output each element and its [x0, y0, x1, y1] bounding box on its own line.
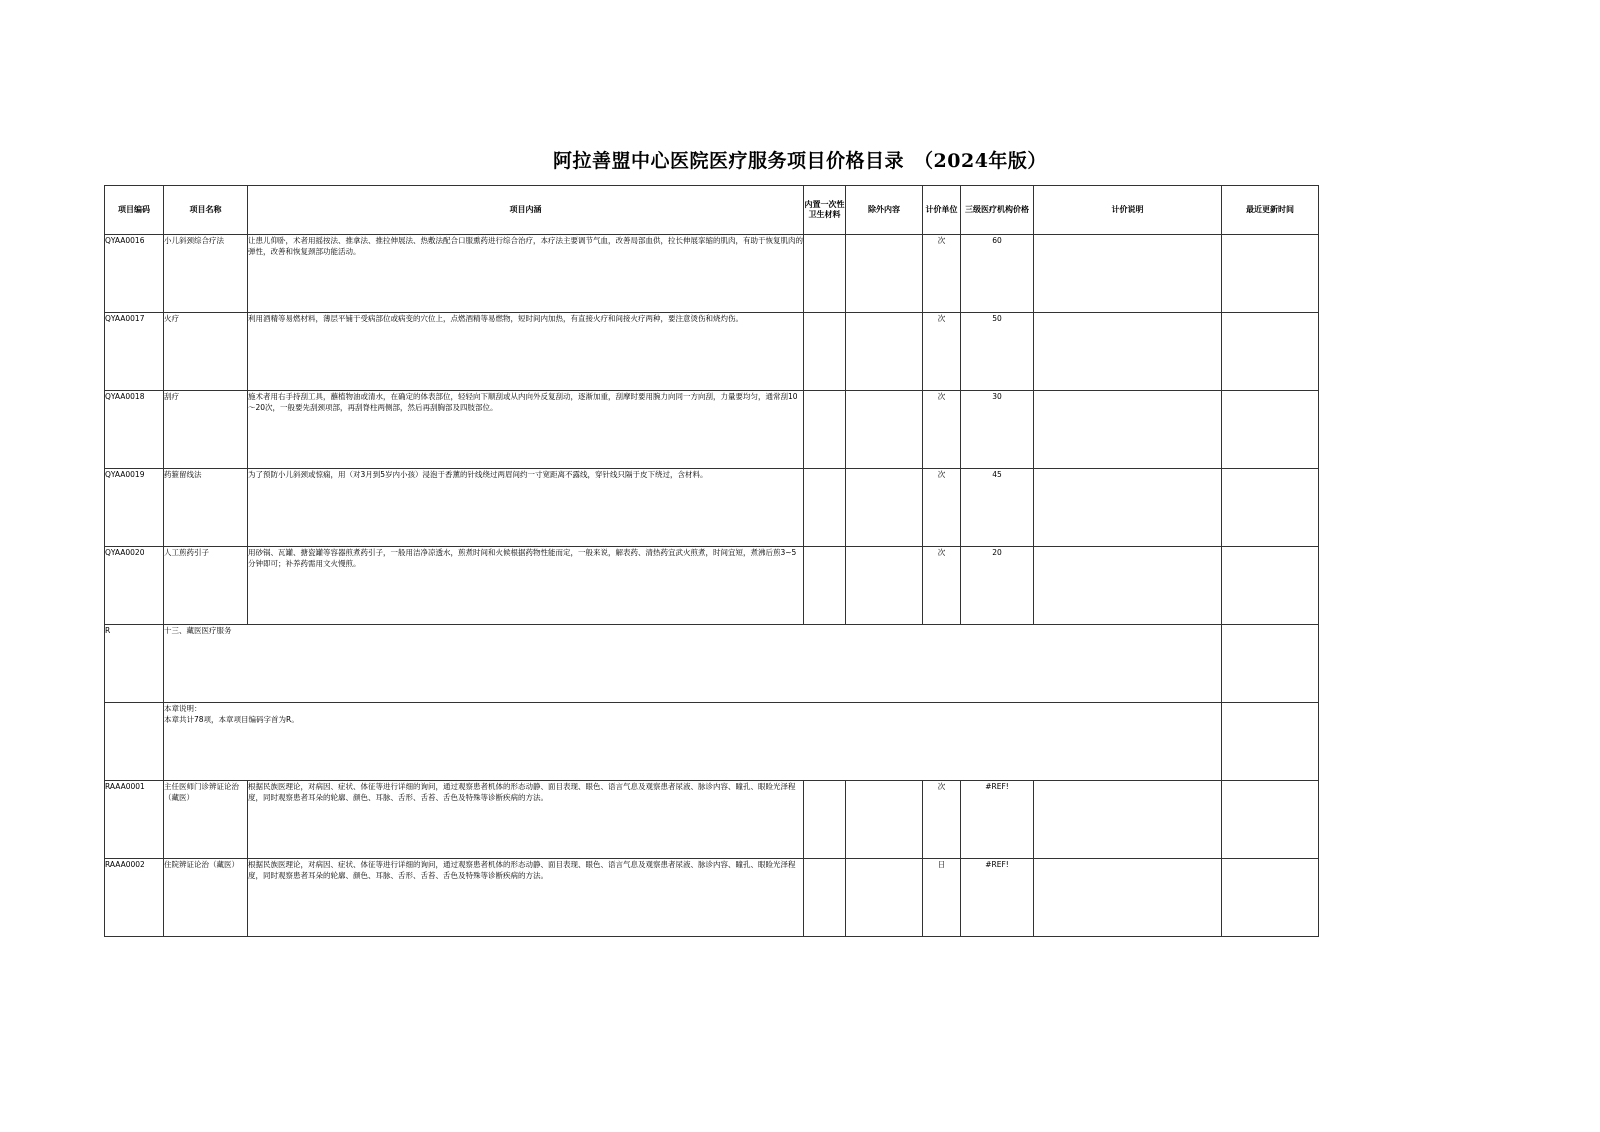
item-material	[804, 469, 846, 547]
item-code: QYAA0017	[105, 313, 164, 391]
item-price: 30	[961, 391, 1034, 469]
item-content: 施术者用右手持刮工具，蘸植物油或清水，在确定的体表部位，轻轻向下顺刮或从内向外反复刮动，逐渐加重，刮摩时要用腕力向同一方向刮，力量要均匀，通常刮10～20次，一般要先刮颈项部，再刮脊柱两侧部，然后再刮胸部及四肢部位。	[248, 391, 804, 469]
item-material	[804, 781, 846, 859]
item-unit: 次	[923, 469, 961, 547]
item-unit: 次	[923, 313, 961, 391]
header-note: 计价说明	[1034, 186, 1222, 235]
chapter-note-code	[105, 703, 164, 781]
item-content: 利用酒精等易燃材料，薄层平铺于受病部位或病变的穴位上，点燃酒精等易燃物，短时间内加热，有直接火疗和间接火疗两种，要注意烫伤和烧灼伤。	[248, 313, 804, 391]
chapter-note-heading: 本章说明：	[164, 704, 202, 713]
item-name: 人工煎药引子	[164, 547, 248, 625]
item-updated	[1222, 391, 1319, 469]
item-material	[804, 391, 846, 469]
item-price: #REF!	[961, 781, 1034, 859]
item-content: 让患儿仰卧，术者用摇按法、推拿法、推拉伸展法、热敷法配合口服熏药进行综合治疗，本疗法主要调节气血，改善局部血供，拉长伸展挛缩的肌肉，有助于恢复肌肉的弹性，改善和恢复颈部功能活动。	[248, 235, 804, 313]
table-row	[105, 391, 1319, 469]
item-unit: 次	[923, 391, 961, 469]
table-row	[105, 859, 1319, 937]
header-row	[105, 186, 1319, 235]
item-name: 火疗	[164, 313, 248, 391]
item-note	[1034, 235, 1222, 313]
item-material	[804, 859, 846, 937]
item-material	[804, 547, 846, 625]
item-unit: 次	[923, 781, 961, 859]
item-excluded	[846, 859, 923, 937]
item-name: 主任医师门诊辨证论治（藏医）	[164, 781, 248, 859]
item-note	[1034, 391, 1222, 469]
item-note	[1034, 859, 1222, 937]
section-code: R	[105, 625, 164, 703]
section-row	[105, 625, 1319, 703]
item-name: 药箍留线法	[164, 469, 248, 547]
item-updated	[1222, 235, 1319, 313]
item-excluded	[846, 781, 923, 859]
header-price: 三级医疗机构价格	[961, 186, 1034, 235]
item-price: 45	[961, 469, 1034, 547]
item-price: 60	[961, 235, 1034, 313]
header-material: 内置一次性卫生材料	[804, 186, 846, 235]
table-row	[105, 313, 1319, 391]
item-unit: 日	[923, 859, 961, 937]
header-name: 项目名称	[164, 186, 248, 235]
item-content: 根据民族医理论，对病因、症状、体征等进行详细的询问，通过观察患者机体的形态动静、面目表现、眼色、语言气息及观察患者尿液、脉诊内容、瞳孔、眼睑光泽程度，同时观察患者耳朵的轮廓、颜色、耳脉、舌形、舌苔、舌色及特殊等诊断疾病的方法。	[248, 781, 804, 859]
header-content: 项目内涵	[248, 186, 804, 235]
header-code: 项目编码	[105, 186, 164, 235]
table-row	[105, 469, 1319, 547]
item-note	[1034, 313, 1222, 391]
item-excluded	[846, 313, 923, 391]
item-price: 50	[961, 313, 1034, 391]
item-note	[1034, 469, 1222, 547]
item-content: 根据民族医理论，对病因、症状、体征等进行详细的询问，通过观察患者机体的形态动静、面目表现、眼色、语言气息及观察患者尿液、脉诊内容、瞳孔、眼睑光泽程度，同时观察患者耳朵的轮廓、颜色、耳脉、舌形、舌苔、舌色及特殊等诊断疾病的方法。	[248, 859, 804, 937]
price-table	[104, 185, 1319, 937]
item-price: 20	[961, 547, 1034, 625]
item-unit: 次	[923, 235, 961, 313]
item-code: QYAA0018	[105, 391, 164, 469]
table-row	[105, 781, 1319, 859]
item-material	[804, 235, 846, 313]
header-unit: 计价单位	[923, 186, 961, 235]
item-note	[1034, 547, 1222, 625]
page-title: 阿拉善盟中心医院医疗服务项目价格目录 （2024年版）	[553, 150, 1047, 172]
item-excluded	[846, 235, 923, 313]
item-updated	[1222, 781, 1319, 859]
item-code: QYAA0020	[105, 547, 164, 625]
item-code: QYAA0019	[105, 469, 164, 547]
item-name: 刮疗	[164, 391, 248, 469]
item-code: RAAA0001	[105, 781, 164, 859]
table-row	[105, 547, 1319, 625]
item-content: 为了预防小儿斜颈或惊痫，用（对3月到5岁内小孩）浸泡于香薰的针线绕过两眉间约一寸宽距离不露线，穿针线只隔于皮下绕过，含材料。	[248, 469, 804, 547]
item-unit: 次	[923, 547, 961, 625]
item-excluded	[846, 547, 923, 625]
table-row	[105, 235, 1319, 313]
item-content: 用砂锅、瓦罐、搪瓷罐等容器煎煮药引子，一般用洁净凉透水，煎煮时间和火候根据药物性能而定，一般来说，解表药、清热药宜武火煎煮，时间宜短，煮沸后煎3~5分钟即可；补养药需用文火慢煎。	[248, 547, 804, 625]
item-code: RAAA0002	[105, 859, 164, 937]
item-updated	[1222, 859, 1319, 937]
header-excluded: 除外内容	[846, 186, 923, 235]
item-excluded	[846, 469, 923, 547]
item-updated	[1222, 547, 1319, 625]
item-excluded	[846, 391, 923, 469]
item-note	[1034, 781, 1222, 859]
item-name: 住院辨证论治（藏医）	[164, 859, 248, 937]
header-updated: 最近更新时间	[1222, 186, 1319, 235]
section-updated	[1222, 625, 1319, 703]
section-title: 十三、藏医医疗服务	[164, 625, 1222, 703]
chapter-note-updated	[1222, 703, 1319, 781]
chapter-note-row	[105, 703, 1319, 781]
item-material	[804, 313, 846, 391]
item-name: 小儿斜颈综合疗法	[164, 235, 248, 313]
chapter-note-text: 本章共计78项，本章项目编码字首为R。	[164, 715, 299, 724]
chapter-note	[164, 703, 1222, 781]
item-updated	[1222, 313, 1319, 391]
item-price: #REF!	[961, 859, 1034, 937]
item-code: QYAA0016	[105, 235, 164, 313]
item-updated	[1222, 469, 1319, 547]
